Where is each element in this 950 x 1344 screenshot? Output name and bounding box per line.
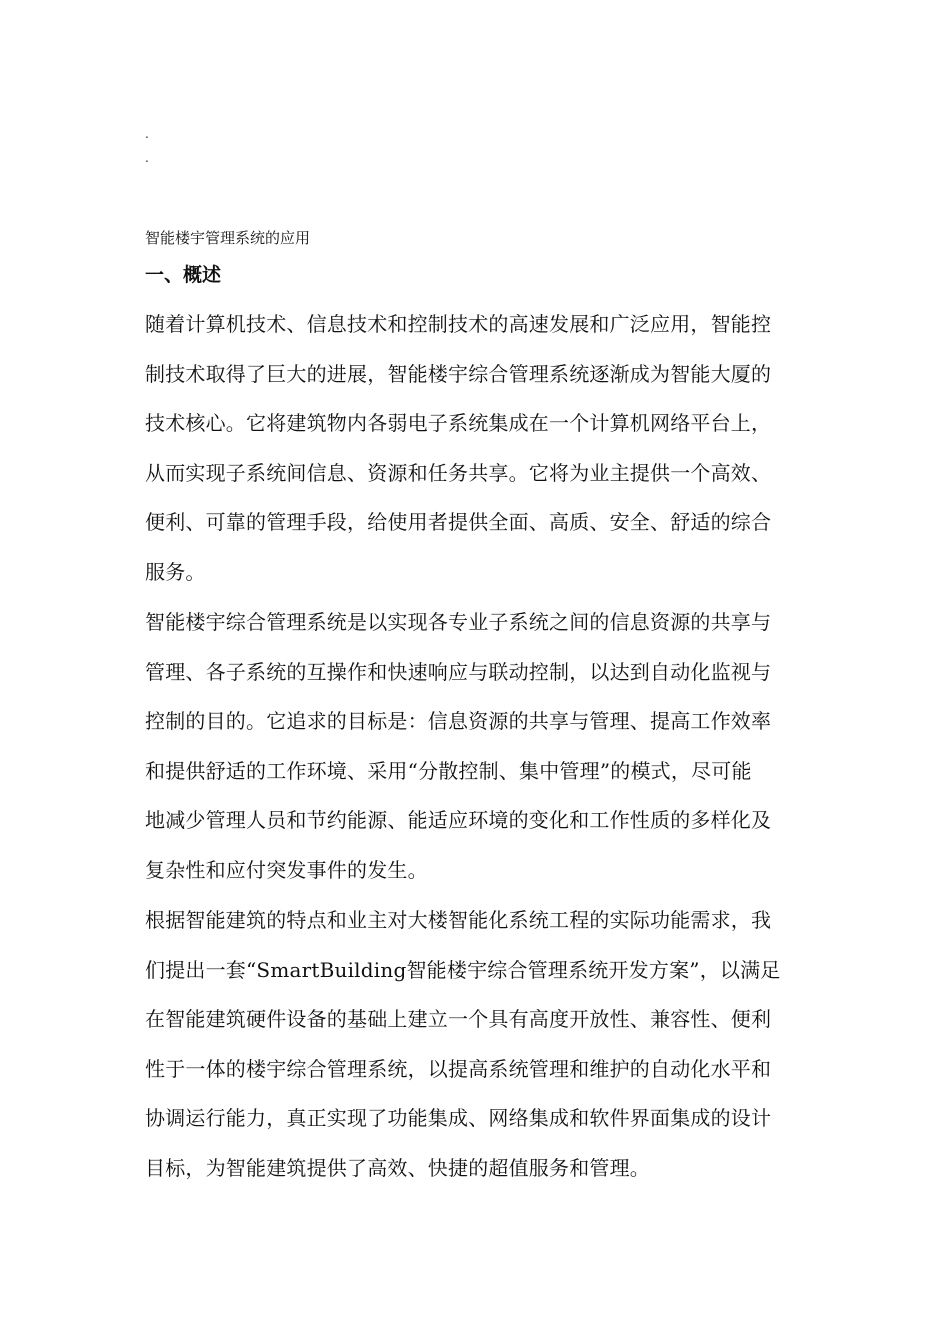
text-line: 从而实现子系统间信息、资源和任务共享。它将为业主提供一个高效、 bbox=[145, 460, 772, 485]
text-line: 在智能建筑硬件设备的基础上建立一个具有高度开放性、兼容性、便利 bbox=[145, 1007, 772, 1032]
paragraph-2 bbox=[145, 598, 815, 896]
text-line: 和提供舒适的工作环境、采用“分散控制、集中管理”的模式，尽可能 bbox=[145, 758, 752, 783]
text-line: 地减少管理人员和节约能源、能适应环境的变化和工作性质的多样化及 bbox=[145, 808, 772, 833]
text-line: 目标，为智能建筑提供了高效、快捷的超值服务和管理。 bbox=[145, 1155, 650, 1180]
text-line: 智能楼宇综合管理系统是以实现各专业子系统之间的信息资源的共享与 bbox=[145, 610, 772, 634]
text-line: 协调运行能力，真正实现了功能集成、网络集成和软件界面集成的设计 bbox=[145, 1106, 772, 1131]
text-line: 控制的目的。它追求的目标是：信息资源的共享与管理、提高工作效率 bbox=[145, 709, 772, 734]
paragraph-1 bbox=[145, 300, 815, 598]
marker-dot: . bbox=[145, 127, 149, 141]
text-line: 制技术取得了巨大的进展，智能楼宇综合管理系统逐渐成为智能大厦的 bbox=[145, 361, 772, 386]
document-title: 智能楼宇管理系统的应用 bbox=[145, 229, 311, 247]
marker-dot: . bbox=[145, 151, 149, 165]
paragraph-3 bbox=[145, 896, 815, 1194]
text-line: 们提出一套“SmartBuilding智能楼宇综合管理系统开发方案”，以满足 bbox=[145, 957, 781, 982]
text-line: 便利、可靠的管理手段，给使用者提供全面、高质、安全、舒适的综合 bbox=[145, 510, 772, 535]
text-line: 复杂性和应付突发事件的发生。 bbox=[145, 857, 428, 882]
text-line: 技术核心。它将建筑物内各弱电子系统集成在一个计算机网络平台上， bbox=[145, 411, 772, 436]
text-line: 性于一体的楼宇综合管理系统，以提高系统管理和维护的自动化水平和 bbox=[145, 1056, 772, 1081]
section-heading: 一、概述 bbox=[145, 264, 222, 286]
text-line: 管理、各子系统的互操作和快速响应与联动控制，以达到自动化监视与 bbox=[145, 659, 772, 684]
text-line: 根据智能建筑的特点和业主对大楼智能化系统工程的实际功能需求，我 bbox=[145, 908, 772, 932]
text-line: 随着计算机技术、信息技术和控制技术的高速发展和广泛应用，智能控 bbox=[145, 312, 772, 336]
text-line: 服务。 bbox=[145, 559, 206, 584]
